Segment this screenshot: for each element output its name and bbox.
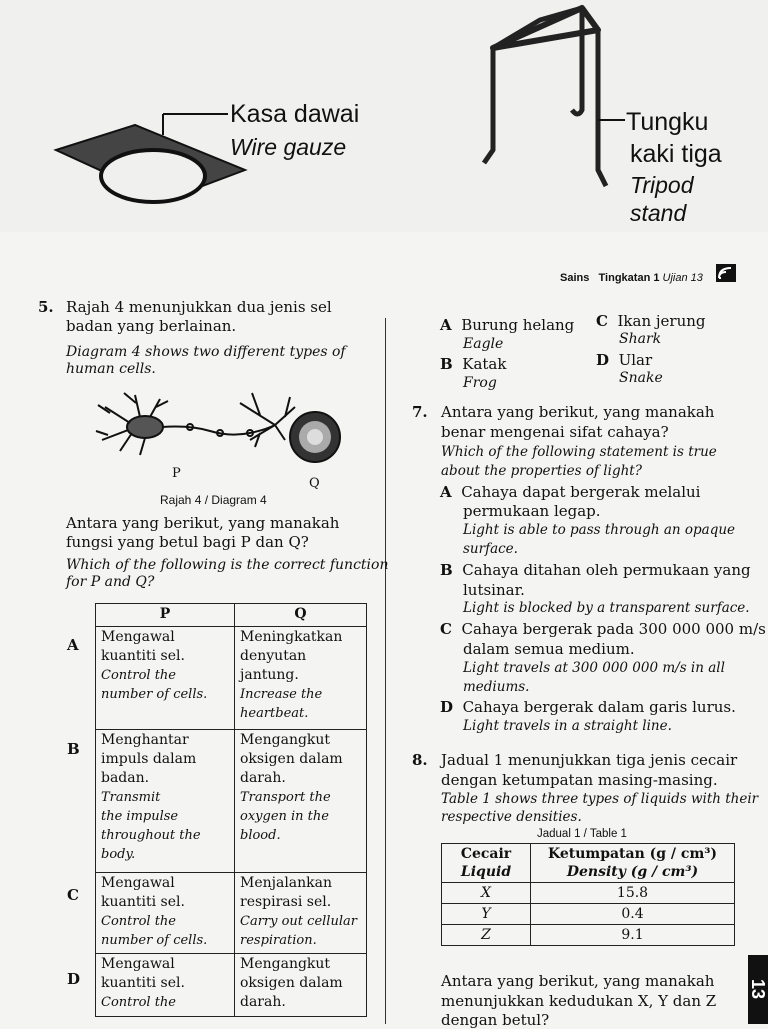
table-cell-q: Mengangkut oksigen dalam darah. xyxy=(235,954,367,1017)
q5-number: 5. xyxy=(38,298,54,316)
q7-option-a[interactable]: A Cahaya dapat bergerak melalui xyxy=(440,483,701,501)
tripod-label-ms-2: kaki tiga xyxy=(630,140,722,168)
header-density: Ketumpatan (g / cm³) Density (g / cm³) xyxy=(531,844,735,883)
q6-option-d-en: Snake xyxy=(619,370,663,386)
q8-ask-ms-3: dengan betul? xyxy=(441,1011,550,1029)
q7-stem-ms-2: benar mengenai sifat cahaya? xyxy=(441,423,669,441)
table-cell-p: Mengawal kuantiti sel. Control the xyxy=(96,954,235,1017)
q5-stem-ms-1: Rajah 4 menunjukkan dua jenis sel xyxy=(66,298,332,316)
q7-number: 7. xyxy=(412,403,428,421)
apparatus-figure-panel xyxy=(0,0,768,232)
q5-ask-ms-1: Antara yang berikut, yang manakah xyxy=(66,514,340,532)
q5-ask-en-1: Which of the following is the correct function xyxy=(66,557,389,573)
q8-number: 8. xyxy=(412,751,428,769)
q5-option-letter-b[interactable]: B xyxy=(67,740,80,758)
q6-option-b-en: Frog xyxy=(463,375,497,391)
q7-option-d[interactable]: D Cahaya bergerak dalam garis lurus. xyxy=(440,698,736,716)
table-row: Z 9.1 xyxy=(442,925,735,946)
q6-option-a[interactable]: A Burung helang xyxy=(440,316,575,334)
neuron-cell-illustration xyxy=(96,393,295,455)
cell-label-p: P xyxy=(172,466,181,481)
header-exam: Ujian 13 xyxy=(662,272,703,284)
blood-cell-illustration xyxy=(290,412,340,462)
q8-stem-ms-1: Jadual 1 menunjukkan tiga jenis cecair xyxy=(441,751,738,769)
wire-gauze-illustration xyxy=(56,114,245,202)
q5-function-table xyxy=(95,603,367,1017)
q8-stem-ms-2: dengan ketumpatan masing-masing. xyxy=(441,771,718,789)
diagram-caption: Rajah 4 / Diagram 4 xyxy=(160,493,267,507)
q6-option-c[interactable]: C Ikan jerung xyxy=(596,312,706,330)
q5-option-letter-d[interactable]: D xyxy=(67,970,81,988)
q7-option-a-en-2: surface. xyxy=(463,541,518,557)
table-row-b[interactable] xyxy=(96,730,367,873)
table-1-caption: Jadual 1 / Table 1 xyxy=(537,828,627,840)
header-liquid: Cecair Liquid xyxy=(442,844,531,883)
q8-ask-ms-1: Antara yang berikut, yang manakah xyxy=(441,972,715,990)
table-row-a[interactable] xyxy=(96,627,367,730)
table-header-p: P xyxy=(96,604,235,627)
page-header xyxy=(560,272,703,284)
cell-diagram xyxy=(90,385,360,485)
q7-stem-en-2: about the properties of light? xyxy=(441,463,642,479)
tripod-label-en-1: Tripod xyxy=(630,172,694,198)
header-subject: Sains xyxy=(560,272,590,284)
q7-stem-ms-1: Antara yang berikut, yang manakah xyxy=(441,403,715,421)
q5-stem-en-1: Diagram 4 shows two different types of xyxy=(66,344,346,360)
q8-stem-en-1: Table 1 shows three types of liquids with their xyxy=(441,791,759,807)
q5-ask-ms-2: fungsi yang betul bagi P dan Q? xyxy=(66,533,309,551)
column-divider xyxy=(385,318,386,1024)
q6-option-c-en: Shark xyxy=(619,331,662,347)
wire-gauze-label-en: Wire gauze xyxy=(230,134,347,160)
q7-option-b-ms-2: lutsinar. xyxy=(463,581,525,599)
table-row: X 15.8 xyxy=(442,883,735,904)
q7-option-c-en-1: Light travels at 300 000 000 m/s in all xyxy=(463,660,725,676)
q8-ask-ms-2: menunjukkan kedudukan X, Y dan Z xyxy=(441,992,717,1010)
header-level: Tingkatan 1 xyxy=(598,272,660,284)
table-row: Y 0.4 xyxy=(442,904,735,925)
table-header-row xyxy=(96,604,367,627)
q7-stem-en-1: Which of the following statement is true xyxy=(441,444,717,460)
q5-option-letter-c[interactable]: C xyxy=(67,886,79,904)
tripod-label-en-2: stand xyxy=(630,200,687,226)
table-header-q: Q xyxy=(235,604,367,627)
q7-option-b-en-1: Light is blocked by a transparent surface. xyxy=(463,600,750,616)
table-cell-q: Mengangkut oksigen dalam darah. Transport the oxygen in the blood. xyxy=(235,730,367,873)
q5-ask-en-2: for P and Q? xyxy=(66,574,155,590)
q7-option-c-ms-2: dalam semua medium. xyxy=(463,640,635,658)
table-row-c[interactable] xyxy=(96,873,367,954)
q6-option-d[interactable]: D Ular xyxy=(596,351,653,369)
tripod-label-ms-1: Tungku xyxy=(626,108,709,136)
q7-option-a-en-1: Light is able to pass through an opaque xyxy=(463,522,736,538)
q7-option-a-ms-2: permukaan legap. xyxy=(463,502,601,520)
q5-stem-ms-2: badan yang berlainan. xyxy=(66,317,237,335)
table-cell-p: Mengawal kuantiti sel. Control the number of cells. xyxy=(96,627,235,730)
table-cell-p: Mengawal kuantiti sel. Control the number of cells. xyxy=(96,873,235,954)
q7-option-d-en-1: Light travels in a straight line. xyxy=(463,718,672,734)
tripod-stand-illustration xyxy=(484,8,606,186)
wire-gauze-label-ms: Kasa dawai xyxy=(230,100,360,128)
side-tab-13: 13 xyxy=(748,955,768,1024)
table-cell-q: Menjalankan respirasi sel. Carry out cellular respiration. xyxy=(235,873,367,954)
q8-stem-en-2: respective densities. xyxy=(441,809,582,825)
q5-option-letter-a[interactable]: A xyxy=(67,636,79,654)
cell-label-q: Q xyxy=(309,476,320,491)
signal-logo-icon xyxy=(716,264,736,282)
q7-option-b[interactable]: B Cahaya ditahan oleh permukaan yang xyxy=(440,561,751,579)
q5-stem-en-2: human cells. xyxy=(66,361,156,377)
density-table-header xyxy=(442,844,735,883)
table-row-d[interactable] xyxy=(96,954,367,1017)
q7-option-c[interactable]: C Cahaya bergerak pada 300 000 000 m/s xyxy=(440,620,766,638)
density-table xyxy=(441,843,735,946)
table-cell-p: Menghantar impuls dalam badan. Transmit the impulse throughout the body. xyxy=(96,730,235,873)
q6-option-b[interactable]: B Katak xyxy=(440,355,507,373)
table-cell-q: Meningkatkan denyutan jantung. Increase the heartbeat. xyxy=(235,627,367,730)
q6-option-a-en: Eagle xyxy=(463,336,504,352)
q7-option-c-en-2: mediums. xyxy=(463,679,530,695)
